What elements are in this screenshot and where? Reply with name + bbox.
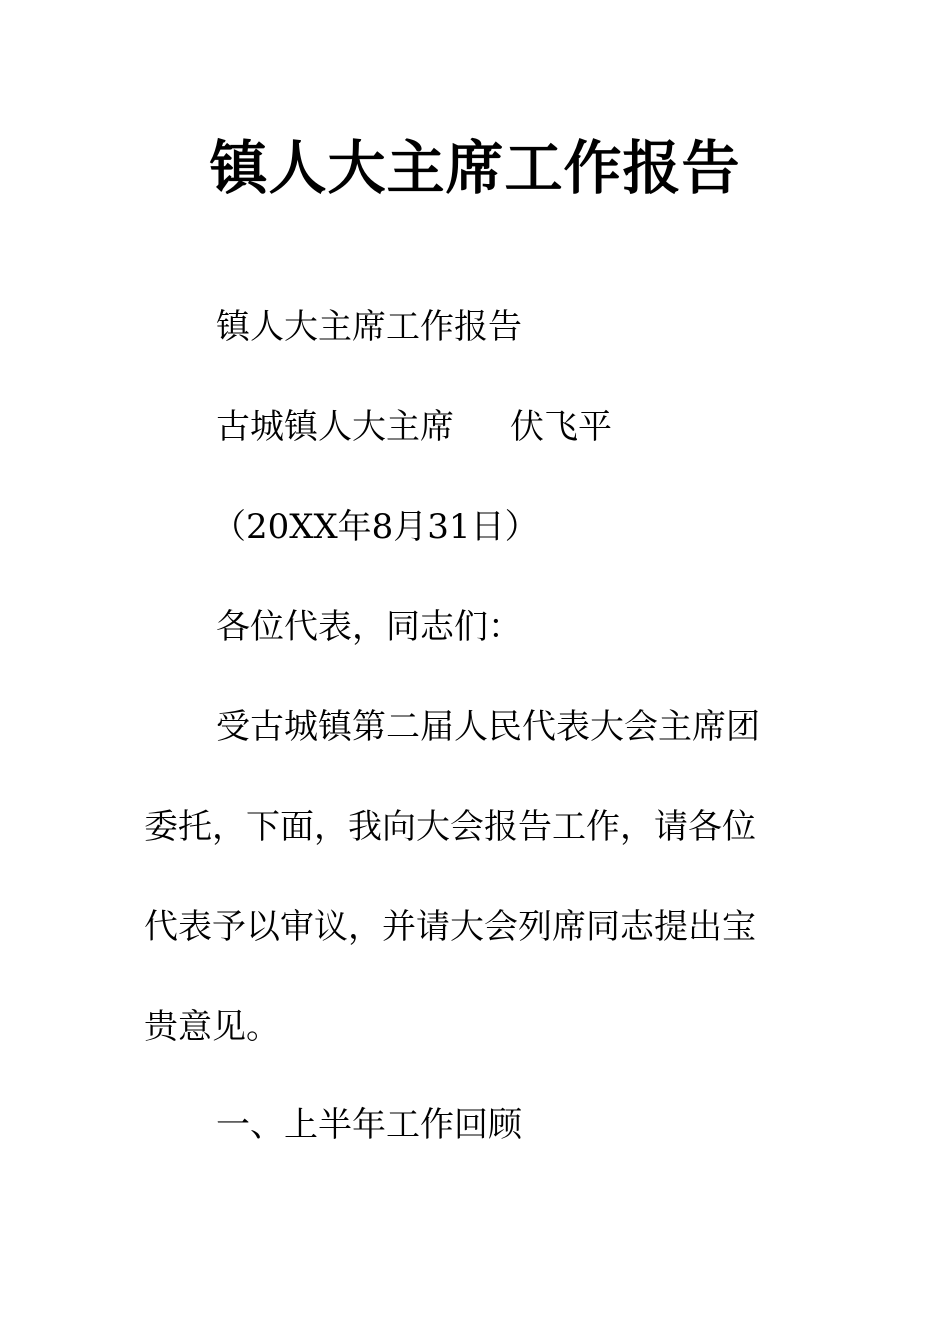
document-subtitle: 镇人大主席工作报告 — [216, 307, 522, 347]
paragraph-line: 代表予以审议，并请大会列席同志提出宝 — [144, 907, 756, 947]
author-name: 伏飞平 — [510, 407, 612, 447]
author-line — [216, 402, 612, 452]
author-role: 古城镇人大主席 — [216, 407, 454, 447]
paragraph-line: 委托，下面，我向大会报告工作，请各位 — [144, 807, 756, 847]
paragraph-line: 受古城镇第二届人民代表大会主席团 — [216, 707, 760, 747]
report-date: （20XX年8月31日） — [212, 507, 539, 547]
document-title: 镇人大主席工作报告 — [209, 134, 741, 202]
section-heading: 一、上半年工作回顾 — [216, 1105, 522, 1145]
salutation: 各位代表，同志们： — [216, 607, 522, 647]
paragraph-line: 贵意见。 — [144, 1007, 280, 1047]
